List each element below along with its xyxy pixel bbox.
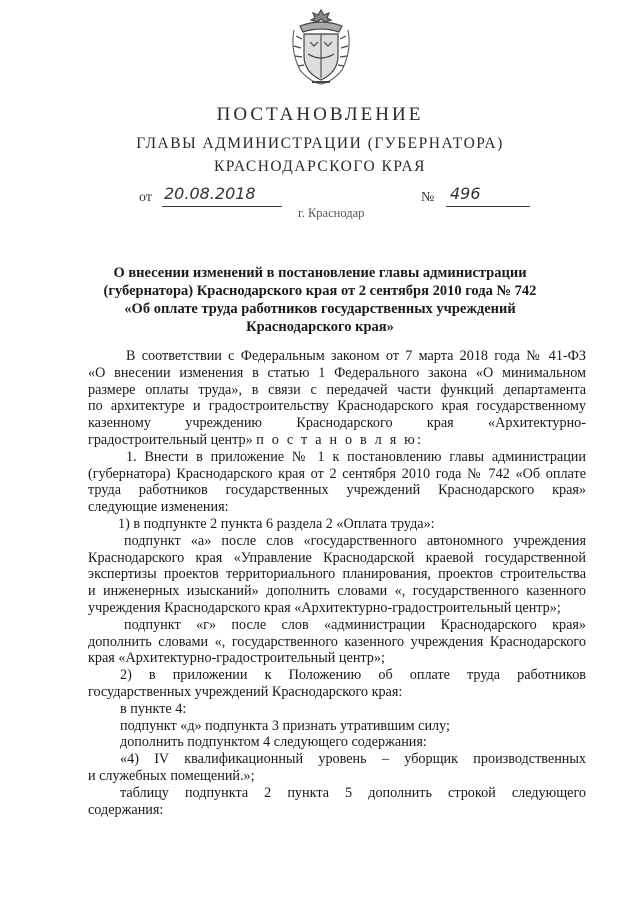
body-line: и служебных помещений.»;	[88, 767, 255, 784]
body-line: «4) IV квалификационный уровень – уборщик производственных	[120, 751, 586, 768]
body-line: дополнить подпунктом 4 следующего содержания:	[120, 734, 427, 751]
body-line: учреждения Краснодарского края «Архитектурно-градостроительный центр»;	[88, 599, 561, 616]
body-line: и инженерных изысканий» дополнить словами «, государственного казенного	[88, 583, 586, 600]
issuer-line-1: ГЛАВЫ АДМИНИСТРАЦИИ (ГУБЕРНАТОРА)	[136, 135, 504, 152]
body-line: 1. Внести в приложение № 1 к постановлению главы администрации	[126, 448, 586, 465]
date-prefix: от	[139, 190, 152, 205]
coat-of-arms-emblem	[286, 6, 356, 88]
body-line: подпункт «д» подпункта 3 признать утратившим силу;	[120, 717, 450, 734]
title-line: (губернатора) Краснодарского края от 2 сентября 2010 года № 742	[103, 283, 537, 299]
body-line: дополнить словами «, государственного казенного учреждения Краснодарского	[88, 633, 586, 650]
body-line: «О внесении изменения в статью 1 Федерального закона «О минимальном	[88, 364, 586, 381]
decree-word: п о с т а н о в л я ю:	[256, 431, 424, 448]
document-body	[88, 348, 586, 818]
body-line: казенному учреждению Краснодарского края «Архитектурно-	[88, 415, 586, 432]
title-line: Краснодарского края»	[246, 319, 394, 335]
title-line: О внесении изменений в постановление главы администрации	[113, 265, 527, 281]
body-line: содержания:	[88, 801, 164, 818]
body-line: (губернатора) Краснодарского края от 2 сентября 2010 года № 742 «Об оплате	[88, 465, 586, 482]
body-line: по архитектуре и градостроительству Краснодарского края государственному	[88, 398, 586, 415]
title-line: «Об оплате труда работников государственных учреждений	[124, 301, 516, 317]
body-line: подпункт «а» после слов «государственного автономного учреждения	[124, 532, 586, 549]
body-line: в пункте 4:	[120, 700, 187, 717]
body-line: экспертизы проектов территориального планирования, проектов строительства	[88, 566, 586, 583]
body-line	[88, 432, 586, 449]
body-text: градостроительный центр»	[88, 431, 253, 448]
body-line: 2) в приложении к Положению об оплате труда работников	[120, 667, 586, 684]
document-date: 20.08.2018	[162, 184, 282, 207]
body-line: государственных учреждений Краснодарского края:	[88, 683, 403, 700]
issuer-line-2: КРАСНОДАРСКОГО КРАЯ	[213, 158, 427, 175]
number-prefix: №	[421, 190, 435, 205]
body-line: таблицу подпункта 2 пункта 5 дополнить строкой следующего	[120, 784, 586, 801]
body-line: труда работников государственных учреждений Краснодарского края»	[88, 482, 586, 499]
document-type-heading: ПОСТАНОВЛЕНИЕ	[216, 104, 424, 125]
body-line: подпункт «г» после слов «администрации Краснодарского края»	[124, 616, 586, 633]
body-line: Краснодарского края «Управление Краснодарской краевой государственной	[88, 549, 586, 566]
body-line: края «Архитектурно-градостроительный центр»;	[88, 650, 385, 667]
body-line: 1) в подпункте 2 пункта 6 раздела 2 «Оплата труда»:	[118, 515, 435, 532]
body-line: В соответствии с Федеральным законом от 7 марта 2018 года № 41-ФЗ	[126, 348, 586, 364]
city-name: г. Краснодар	[298, 206, 365, 220]
document-title	[90, 264, 550, 336]
body-line: следующие изменения:	[88, 499, 229, 516]
body-line: размере оплаты труда», в связи с передачей части функций департамента	[88, 381, 586, 398]
document-number: 496	[446, 184, 530, 207]
